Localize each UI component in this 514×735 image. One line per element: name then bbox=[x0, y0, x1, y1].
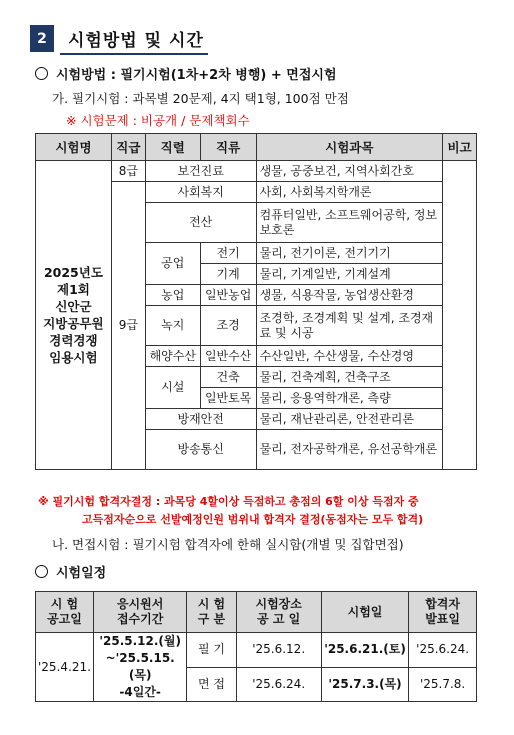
series-cell: 공업 bbox=[145, 243, 200, 285]
pass-note-line2: 고득점자순으로 선발예정인원 범위내 합격자 결정(동점자는 모두 합격) bbox=[82, 513, 424, 526]
section-title: 시험방법 및 시간 bbox=[68, 31, 204, 51]
class-cell: 일반토목 bbox=[200, 388, 256, 409]
subjects-cell: 물리, 건축계획, 건축구조 bbox=[256, 367, 442, 388]
exam-name-line: 지방공무원 bbox=[43, 316, 104, 331]
header-series: 직렬 bbox=[145, 134, 200, 161]
table-header-row bbox=[36, 134, 477, 161]
exam-name-cell bbox=[36, 161, 112, 470]
subjects-cell: 컴퓨터일반, 소프트웨어공학, 정보보호론 bbox=[256, 203, 442, 243]
schedule-header-row bbox=[36, 592, 477, 633]
header-period-text: 응시원서 접수기간 bbox=[116, 597, 164, 626]
class-cell: 전기 bbox=[200, 243, 256, 264]
subjects-cell: 수산일반, 수산생물, 수산경영 bbox=[256, 346, 442, 367]
place-date-cell: '25.6.12. bbox=[236, 633, 321, 668]
header-announce bbox=[36, 592, 94, 633]
class-cell: 일반수산 bbox=[200, 346, 256, 367]
pass-note-line1: ※ 필기시험 합격자결정 : 과목당 4할이상 득점하고 총점의 6할 이상 득점자 중 bbox=[38, 495, 419, 508]
series-cell: 보건진료 bbox=[145, 161, 256, 182]
circle-bullet-icon bbox=[35, 67, 48, 80]
exam-name-line: 신안군 bbox=[55, 299, 92, 314]
series-cell: 녹지 bbox=[145, 306, 200, 346]
method-heading-text: 시험방법 : 필기시험(1차+2차 병행) + 면접시험 bbox=[56, 68, 337, 83]
series-cell: 전산 bbox=[145, 203, 256, 243]
series-cell: 농업 bbox=[145, 285, 200, 306]
header-class: 직류 bbox=[200, 134, 256, 161]
exam-subject-table bbox=[35, 133, 477, 470]
header-grade: 직급 bbox=[111, 134, 145, 161]
exam-date-cell: '25.6.21.(토) bbox=[321, 633, 408, 668]
class-cell: 조경 bbox=[200, 306, 256, 346]
header-place-text: 시험장소 공 고 일 bbox=[255, 597, 302, 626]
subjects-cell: 생물, 공중보건, 지역사회간호 bbox=[256, 161, 442, 182]
exam-name-line: 제1회 bbox=[57, 282, 90, 297]
schedule-table bbox=[35, 591, 477, 702]
subjects-cell: 물리, 응용역학개론, 측량 bbox=[256, 388, 442, 409]
header-type-text: 시 험 구 분 bbox=[197, 597, 226, 626]
section-number: 2 bbox=[30, 25, 54, 52]
subjects-cell: 물리, 전자공학개론, 유선공학개론 bbox=[256, 430, 442, 470]
interview-line: 나. 면접시험 : 필기시험 합격자에 한해 실시함(개별 및 집합면접) bbox=[52, 537, 404, 552]
exam-date-cell: '25.7.3.(목) bbox=[321, 667, 408, 702]
header-period bbox=[93, 592, 186, 633]
header-announce-text: 시 험 공고일 bbox=[47, 597, 82, 626]
series-cell: 방송통신 bbox=[145, 430, 256, 470]
section-underline bbox=[60, 53, 208, 55]
header-remarks: 비고 bbox=[443, 134, 477, 161]
exam-type-cell: 면 접 bbox=[187, 667, 236, 702]
series-cell: 시설 bbox=[145, 367, 200, 409]
exam-name-line: 임용시험 bbox=[49, 350, 98, 365]
header-place bbox=[236, 592, 321, 633]
application-period-cell bbox=[93, 633, 186, 702]
subjects-cell: 물리, 재난관리론, 안전관리론 bbox=[256, 409, 442, 430]
header-exam-name: 시험명 bbox=[36, 134, 112, 161]
announce-date-cell: '25.4.21. bbox=[36, 633, 94, 702]
grade-8-cell: 8급 bbox=[111, 161, 145, 182]
header-type bbox=[187, 592, 236, 633]
subjects-cell: 물리, 전기이론, 전기기기 bbox=[256, 243, 442, 264]
header-result-text: 합격자 발표일 bbox=[425, 597, 460, 626]
remarks-cell bbox=[443, 161, 477, 470]
header-result bbox=[409, 592, 477, 633]
class-cell: 건축 bbox=[200, 367, 256, 388]
exam-name-line: 경력경쟁 bbox=[49, 333, 98, 348]
exam-type-cell: 필 기 bbox=[187, 633, 236, 668]
subjects-cell: 조경학, 조경계획 및 설계, 조경재료 및 시공 bbox=[256, 306, 442, 346]
class-cell: 일반농업 bbox=[200, 285, 256, 306]
circle-bullet-icon bbox=[35, 565, 48, 578]
place-date-cell: '25.6.24. bbox=[236, 667, 321, 702]
result-date-cell: '25.7.8. bbox=[409, 667, 477, 702]
table-row bbox=[36, 161, 477, 182]
subjects-cell: 사회, 사회복지학개론 bbox=[256, 182, 442, 203]
exam-name-line: 2025년도 bbox=[43, 265, 103, 280]
header-date bbox=[321, 592, 408, 633]
header-subjects: 시험과목 bbox=[256, 134, 442, 161]
header-date-text: 시험일 bbox=[347, 604, 383, 619]
class-cell: 기계 bbox=[200, 264, 256, 285]
grade-9-cell: 9급 bbox=[111, 182, 145, 470]
method-line-a: 가. 필기시험 : 과목별 20문제, 4지 택1형, 100점 만점 bbox=[52, 91, 349, 106]
series-cell: 해양수산 bbox=[145, 346, 200, 367]
result-date-cell: '25.6.24. bbox=[409, 633, 477, 668]
method-line-a-note: ※ 시험문제 : 비공개 / 문제책회수 bbox=[66, 113, 250, 128]
schedule-heading-text: 시험일정 bbox=[56, 566, 107, 581]
subjects-cell: 물리, 기계일반, 기계설계 bbox=[256, 264, 442, 285]
subjects-cell: 생물, 식용작물, 농업생산환경 bbox=[256, 285, 442, 306]
method-heading bbox=[35, 64, 337, 83]
schedule-heading bbox=[35, 562, 106, 581]
series-cell: 방재안전 bbox=[145, 409, 256, 430]
table-row bbox=[36, 633, 477, 668]
series-cell: 사회복지 bbox=[145, 182, 256, 203]
application-period-text: '25.5.12.(월) ~'25.5.15.(목) -4일간- bbox=[99, 634, 181, 699]
